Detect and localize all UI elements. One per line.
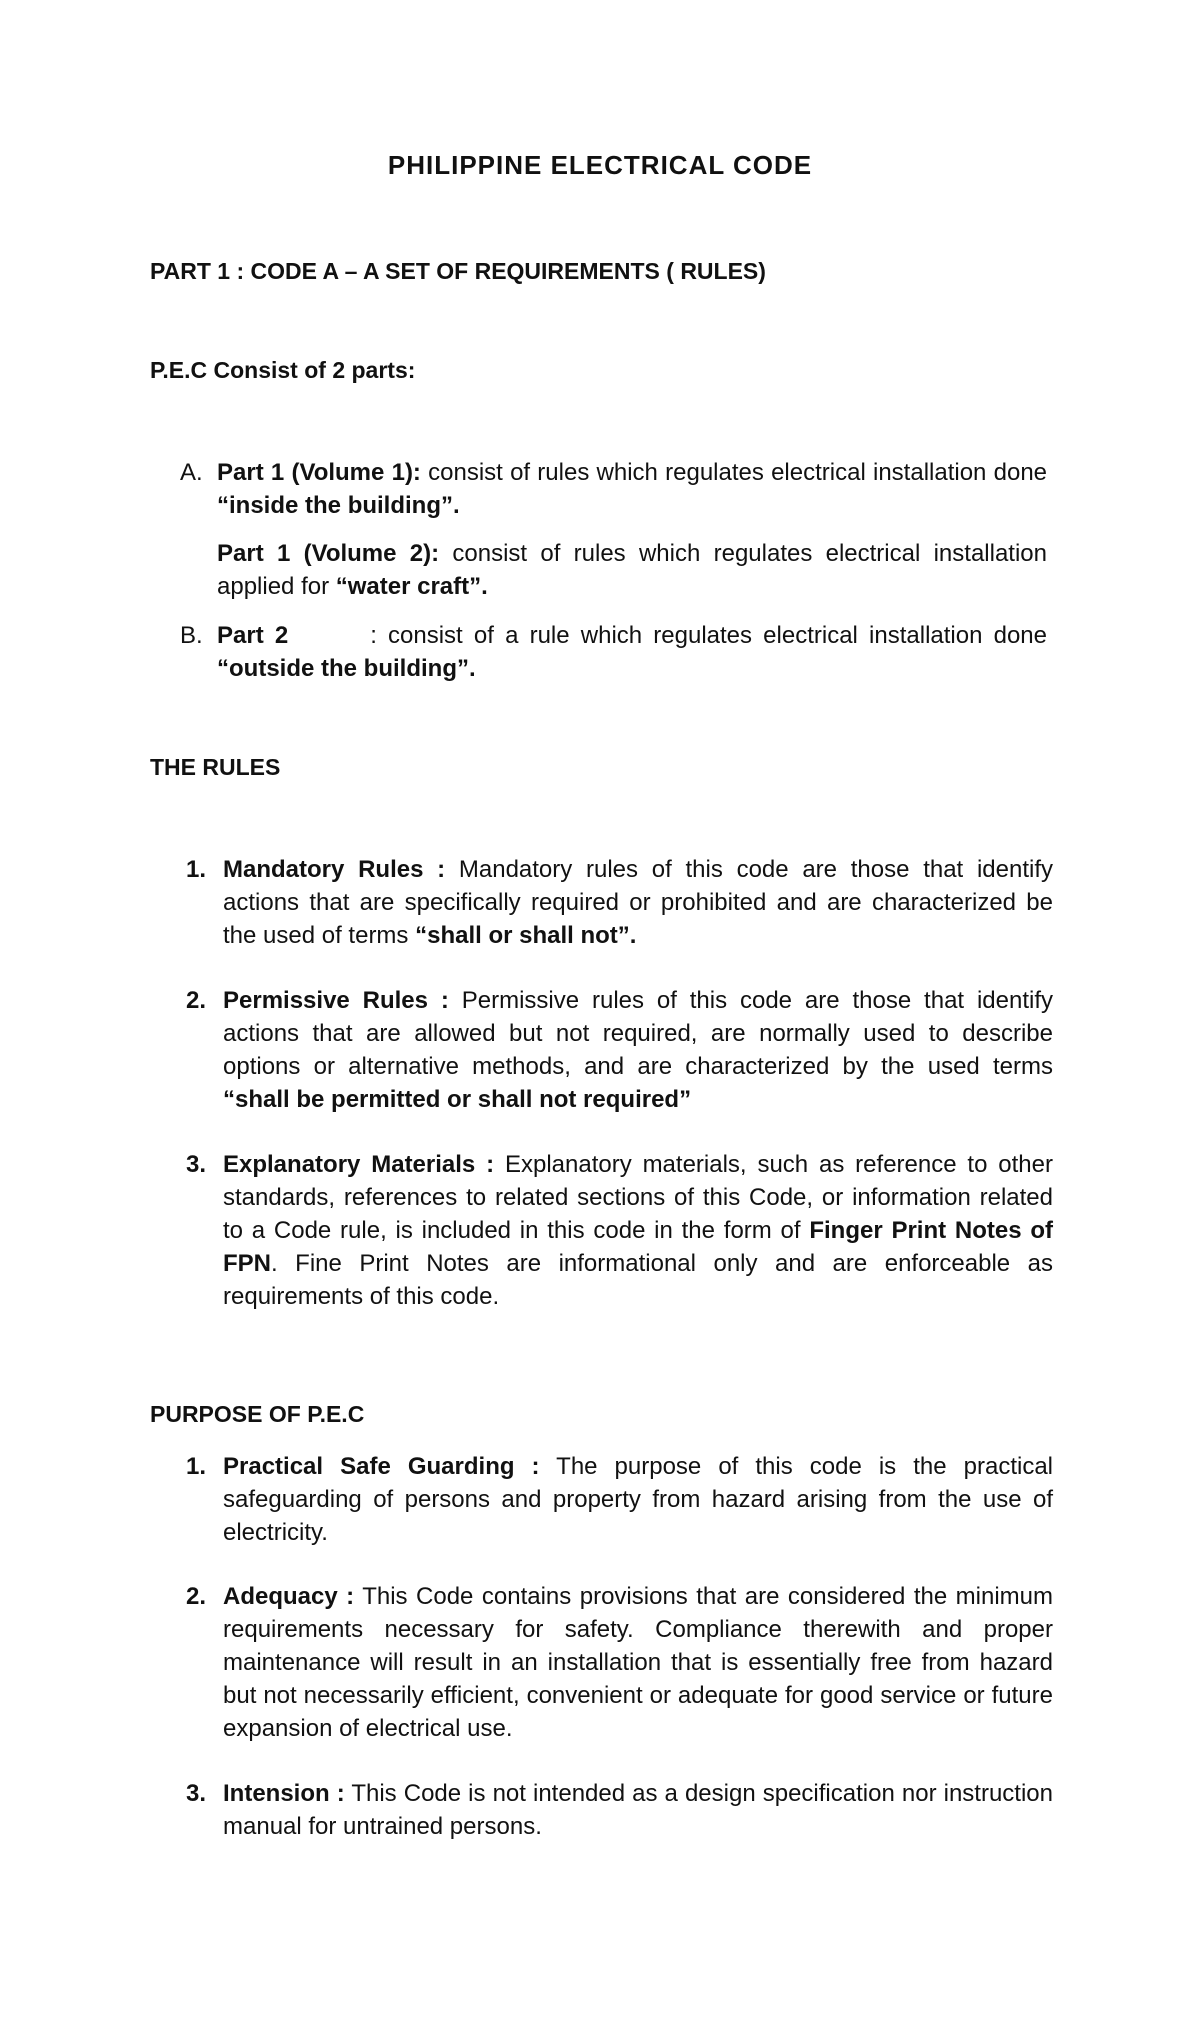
rule-body: Mandatory rules of this code are those that identify actions that are specifically required or prohibited and are characterized be the used of terms <box>223 856 1053 949</box>
part-emphasis: “inside the building” <box>217 492 453 519</box>
part-term: Part 1 (Volume 2): <box>217 540 440 567</box>
rule-body: Explanatory materials, such as reference to other standards, references to related sections of this Code, or information related to a Code rule, is included in this code in the form of <box>223 1151 1053 1244</box>
part-body: consist of rules which regulates electrical installation applied for <box>217 540 1047 600</box>
purpose-heading: PURPOSE OF P.E.C <box>150 1401 365 1427</box>
part-text <box>217 537 1047 603</box>
rule-end: . Fine Print Notes are informational only and are enforceable as requirements of this code. <box>223 1250 1053 1310</box>
rule-marker: 3. <box>186 1151 207 1178</box>
rule-marker: 1. <box>186 856 207 883</box>
purpose-body: This Code is not intended as a design specification nor instruction manual for untrained persons. <box>223 1780 1053 1840</box>
part-term: Part 1 (Volume 1): <box>217 459 421 486</box>
rule-text <box>223 1148 1053 1313</box>
part-marker: B. <box>180 622 203 649</box>
part-emphasis: “outside the building” <box>217 655 469 682</box>
rule-emphasis: “shall or shall not” <box>415 922 630 949</box>
part-body: : consist of a rule which regulates electrical installation done <box>370 622 1048 649</box>
purpose-body: This Code contains provisions that are considered the minimum requirements necessary for safety. Compliance therewith and proper maintenance will result in an installation that is essentially free from hazard but not necessarily efficient, convenient or adequate for good service or future expansion of electrical use. <box>223 1583 1053 1742</box>
rule-term: Permissive Rules : <box>223 987 449 1014</box>
purpose-term: Practical Safe Guarding : <box>223 1453 540 1480</box>
purpose-body: The purpose of this code is the practical safeguarding of persons and property from hazard arising from the use of electricity. <box>223 1453 1054 1546</box>
part-text <box>217 456 1047 522</box>
rule-marker: 2. <box>186 987 207 1014</box>
part-marker: A. <box>180 459 203 486</box>
purpose-marker: 3. <box>186 1780 207 1807</box>
part-body: consist of rules which regulates electrical installation done <box>420 459 1048 486</box>
rule-term: Mandatory Rules : <box>223 856 446 883</box>
part-marker <box>180 537 217 603</box>
part-emphasis: “water craft” <box>335 573 482 600</box>
rule-item-3 <box>186 1148 1086 1313</box>
purpose-item-1 <box>186 1450 1086 1549</box>
rule-emphasis: Finger Print Notes of FPN <box>223 1217 1053 1277</box>
rule-text <box>223 853 1053 952</box>
rule-text <box>223 984 1053 1116</box>
purpose-item-2 <box>186 1580 1086 1745</box>
part-heading: PART 1 : CODE A – A SET OF REQUIREMENTS ( RULES) <box>150 258 766 284</box>
rule-item-1 <box>186 853 1086 952</box>
purpose-marker: 1. <box>186 1453 207 1480</box>
consist-heading: P.E.C Consist of 2 parts: <box>150 357 416 383</box>
rules-heading: THE RULES <box>150 754 281 780</box>
part-text <box>217 619 1047 685</box>
purpose-term: Adequacy : <box>223 1583 355 1610</box>
rule-end: . <box>629 922 637 949</box>
rule-item-2 <box>186 984 1086 1116</box>
part-end: . <box>453 492 460 519</box>
part-item-b <box>180 619 1080 685</box>
rule-term: Explanatory Materials : <box>223 1151 495 1178</box>
purpose-text <box>223 1580 1053 1745</box>
part-item-a-volume-2 <box>180 537 1080 603</box>
purpose-marker: 2. <box>186 1583 207 1610</box>
rule-emphasis: “shall be permitted or shall not required” <box>223 1086 692 1113</box>
purpose-item-3 <box>186 1777 1086 1843</box>
purpose-term: Intension : <box>223 1780 345 1807</box>
part-end: . <box>468 655 476 682</box>
part-item-a <box>180 456 1080 522</box>
document-title: PHILIPPINE ELECTRICAL CODE <box>387 150 813 180</box>
part-end: . <box>481 573 488 600</box>
part-term: Part 2 <box>217 622 289 649</box>
purpose-text <box>223 1777 1053 1843</box>
purpose-text <box>223 1450 1053 1549</box>
rule-body: Permissive rules of this code are those that identify actions that are allowed but not required, are normally used to describe options or alternative methods, and are characterized by the used terms <box>223 987 1054 1080</box>
